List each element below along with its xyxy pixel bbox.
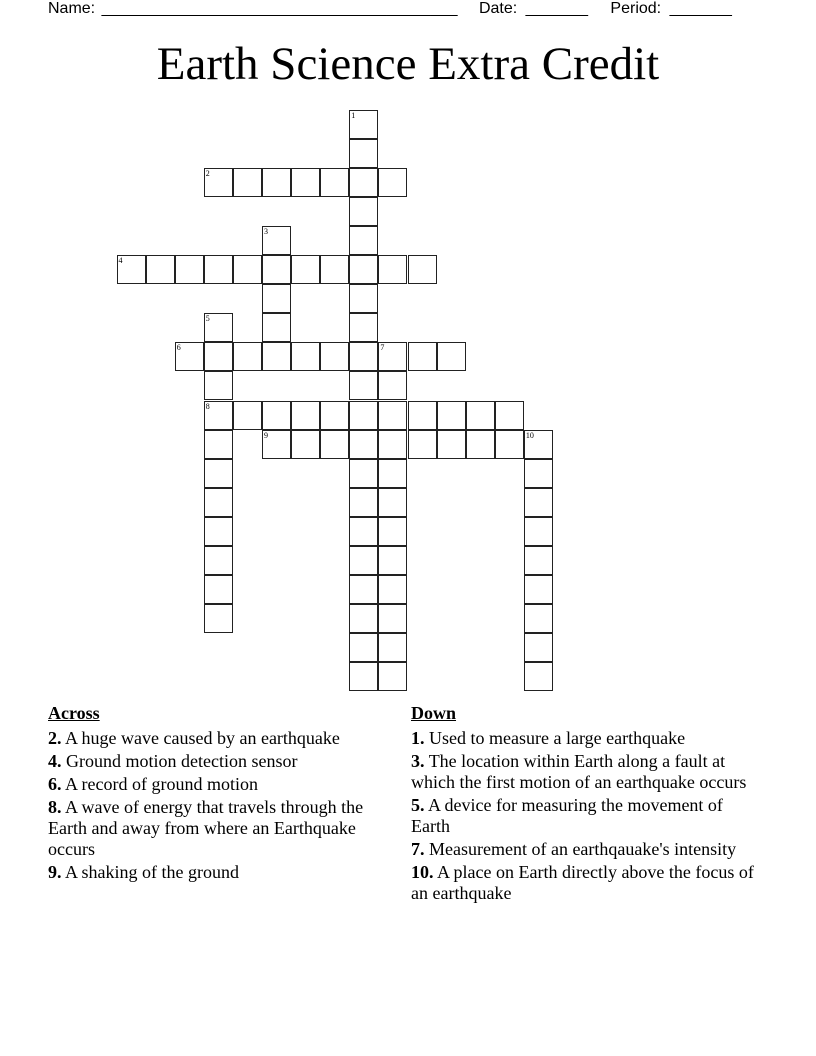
crossword-cell[interactable] (262, 255, 291, 284)
crossword-cell[interactable] (204, 459, 233, 488)
clue-text: A huge wave caused by an earthquake (65, 728, 340, 748)
down-clue (411, 751, 756, 793)
crossword-cell[interactable] (204, 604, 233, 633)
crossword-cell[interactable] (204, 430, 233, 459)
crossword-cell[interactable] (204, 575, 233, 604)
crossword-cell[interactable] (349, 575, 378, 604)
across-clue (48, 862, 393, 883)
cell-number: 3 (264, 226, 268, 236)
crossword-cell[interactable] (175, 342, 204, 371)
clue-number: 10. (411, 862, 434, 882)
crossword-cell[interactable] (320, 168, 349, 197)
crossword-cell[interactable] (320, 255, 349, 284)
clue-text: A record of ground motion (65, 774, 258, 794)
clue-number: 3. (411, 751, 425, 771)
crossword-cell[interactable] (262, 401, 291, 430)
clue-text: A device for measuring the movement of Earth (411, 795, 723, 836)
crossword-cell[interactable] (524, 517, 553, 546)
cell-number: 1 (351, 110, 356, 120)
crossword-cell[interactable] (291, 168, 320, 197)
crossword-cell[interactable] (349, 255, 378, 284)
crossword-cell[interactable] (349, 197, 378, 226)
crossword-cell[interactable] (204, 401, 233, 430)
crossword-cell[interactable] (378, 401, 407, 430)
crossword-cell[interactable] (437, 430, 466, 459)
crossword-cell[interactable] (204, 255, 233, 284)
crossword-cell[interactable] (378, 371, 407, 400)
crossword-cell[interactable] (408, 342, 437, 371)
crossword-cell[interactable] (233, 342, 262, 371)
crossword-cell[interactable] (466, 430, 495, 459)
crossword-cell[interactable] (291, 255, 320, 284)
crossword-cell[interactable] (408, 255, 437, 284)
crossword-cell[interactable] (349, 546, 378, 575)
crossword-cell[interactable] (524, 546, 553, 575)
crossword-cell[interactable] (291, 401, 320, 430)
crossword-cell[interactable] (349, 168, 378, 197)
crossword-cell[interactable] (320, 430, 349, 459)
crossword-cell[interactable] (349, 488, 378, 517)
cell-number: 2 (205, 168, 210, 178)
cell-number: 8 (205, 401, 210, 411)
down-heading: Down (411, 703, 457, 723)
down-clue (411, 795, 756, 837)
crossword-cell[interactable] (262, 284, 291, 313)
across-clue (48, 774, 393, 795)
crossword-cell[interactable] (204, 488, 233, 517)
crossword-cell[interactable] (291, 430, 320, 459)
crossword-cell[interactable] (262, 342, 291, 371)
crossword-cell[interactable] (233, 401, 262, 430)
cell-number: 6 (176, 343, 181, 353)
across-heading: Across (48, 703, 100, 723)
period-label: Period: (610, 0, 662, 17)
down-clues (411, 703, 756, 906)
crossword-cell[interactable] (349, 662, 378, 691)
crossword-cell[interactable] (524, 459, 553, 488)
clue-number: 2. (48, 728, 62, 748)
clue-number: 6. (48, 774, 62, 794)
crossword-cell[interactable] (320, 342, 349, 371)
crossword-cell[interactable] (378, 604, 407, 633)
crossword-cell[interactable] (204, 371, 233, 400)
clue-text: A shaking of the ground (65, 862, 239, 882)
crossword-cell[interactable] (524, 488, 553, 517)
crossword-cell[interactable] (378, 546, 407, 575)
crossword-cell[interactable] (524, 633, 553, 662)
clue-text: Ground motion detection sensor (66, 751, 298, 771)
clue-text: A place on Earth directly above the focus of an earthquake (411, 862, 754, 903)
crossword-cell[interactable] (320, 401, 349, 430)
crossword-cell[interactable] (233, 168, 262, 197)
crossword-cell[interactable] (349, 139, 378, 168)
cell-number: 5 (205, 314, 210, 324)
crossword-cell[interactable] (378, 488, 407, 517)
crossword-cell[interactable] (378, 168, 407, 197)
crossword-cell[interactable] (349, 226, 378, 255)
across-clue (48, 797, 393, 860)
cell-number: 9 (264, 430, 268, 440)
crossword-cell[interactable] (378, 662, 407, 691)
clue-number: 8. (48, 797, 62, 817)
crossword-cell[interactable] (233, 255, 262, 284)
across-clues (48, 703, 393, 885)
crossword-cell[interactable] (378, 459, 407, 488)
crossword-cell[interactable] (378, 342, 407, 371)
crossword-cell[interactable] (378, 517, 407, 546)
across-clue (48, 728, 393, 749)
crossword-cell[interactable] (437, 342, 466, 371)
date-field[interactable]: _______ (525, 0, 588, 17)
crossword-cell[interactable] (437, 401, 466, 430)
crossword-cell[interactable] (204, 168, 233, 197)
name-field[interactable]: ________________________________________ (101, 0, 458, 17)
crossword-cell[interactable] (378, 255, 407, 284)
across-clue (48, 751, 393, 772)
date-label: Date: (478, 0, 518, 17)
crossword-cell[interactable] (349, 284, 378, 313)
cell-number: 10 (525, 430, 534, 440)
crossword-cell[interactable] (204, 342, 233, 371)
clue-number: 7. (411, 839, 425, 859)
clue-number: 5. (411, 795, 425, 815)
clue-text: The location within Earth along a fault at which the first motion of an earthquake occurs (411, 751, 747, 792)
clue-number: 1. (411, 728, 425, 748)
down-clue (411, 728, 756, 749)
period-field[interactable]: _______ (669, 0, 732, 17)
crossword-cell[interactable] (408, 430, 437, 459)
page-title: Earth Science Extra Credit (156, 38, 660, 90)
crossword-cell[interactable] (378, 575, 407, 604)
crossword-cell[interactable] (204, 546, 233, 575)
crossword-cell[interactable] (524, 604, 553, 633)
crossword-cell[interactable] (349, 517, 378, 546)
crossword-cell[interactable] (349, 371, 378, 400)
crossword-cell[interactable] (349, 110, 378, 139)
down-clue (411, 862, 756, 904)
crossword-cell[interactable] (349, 633, 378, 662)
cell-number: 7 (380, 343, 385, 353)
clue-text: A wave of energy that travels through the Earth and away from where an Earthquake occurs (48, 797, 364, 859)
crossword-cell[interactable] (524, 430, 553, 459)
crossword-cell[interactable] (349, 401, 378, 430)
crossword-cell[interactable] (408, 401, 437, 430)
clue-number: 4. (48, 751, 62, 771)
crossword-cell[interactable] (262, 226, 291, 255)
crossword-cell[interactable] (146, 255, 175, 284)
clue-text: Used to measure a large earthquake (429, 728, 686, 748)
crossword-cell[interactable] (175, 255, 204, 284)
crossword-cell[interactable] (262, 168, 291, 197)
crossword-cell[interactable] (204, 517, 233, 546)
crossword-cell[interactable] (349, 430, 378, 459)
clue-number: 9. (48, 862, 62, 882)
crossword-cell[interactable] (349, 604, 378, 633)
down-clue (411, 839, 756, 860)
crossword-cell[interactable] (349, 313, 378, 342)
crossword-cell[interactable] (495, 401, 524, 430)
crossword-cell[interactable] (466, 401, 495, 430)
crossword-cell[interactable] (349, 459, 378, 488)
crossword-cell[interactable] (378, 430, 407, 459)
crossword-cell[interactable] (262, 430, 291, 459)
crossword-cell[interactable] (117, 255, 146, 284)
crossword-cell[interactable] (262, 313, 291, 342)
name-label: Name: (48, 0, 96, 17)
crossword-cell[interactable] (378, 633, 407, 662)
crossword-cell[interactable] (495, 430, 524, 459)
crossword-cell[interactable] (204, 313, 233, 342)
crossword-cell[interactable] (291, 342, 320, 371)
cell-number: 4 (118, 256, 123, 265)
crossword-cell[interactable] (349, 342, 378, 371)
clue-text: Measurement of an earthqauake's intensity (429, 839, 737, 859)
crossword-cell[interactable] (524, 575, 553, 604)
crossword-cell[interactable] (524, 662, 553, 691)
